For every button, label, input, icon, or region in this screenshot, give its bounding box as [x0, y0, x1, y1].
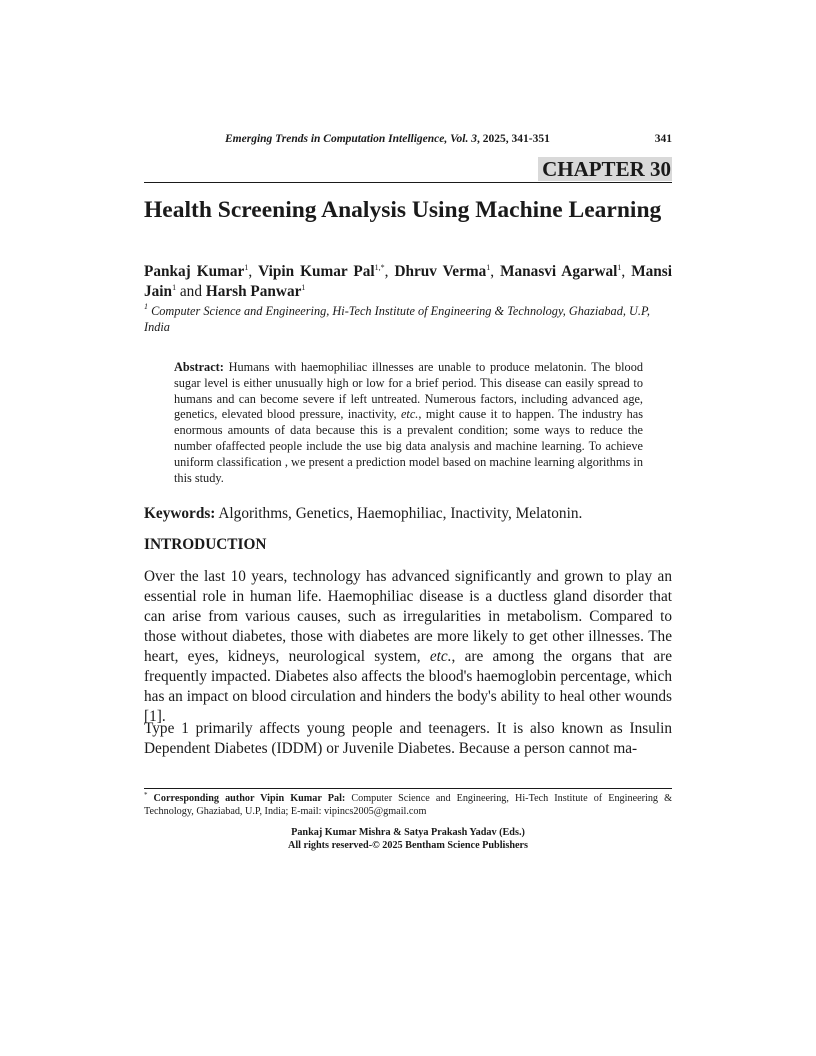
corresponding-author-footnote [144, 792, 672, 818]
abstract-text-continued: , might cause it to happen. The industry has enormous amounts of data because this is a prevalent condition; some ways to reduce the number ofaffected people include the use big data analysis and machine learning. To achieve uniform classification , we present a prediction model based on machine learning algorithms in this study. [174, 407, 643, 485]
author-list [144, 262, 672, 302]
intro-paragraph-2: Type 1 primarily affects young people and teenagers. It is also known as Insulin Dependent Diabetes (IDDM) or Juvenile Diabetes. Because a person cannot ma- [144, 720, 672, 757]
keywords [144, 504, 672, 524]
copyright-line: All rights reserved-© 2025 Bentham Science Publishers [287, 840, 529, 851]
journal-citation [225, 133, 550, 145]
header-divider [144, 182, 672, 183]
paragraph-text: Over the last 10 years, technology has advanced significantly and grown to play an essential role in human life. Haemophiliac disease is a ductless gland disorder that can arise from various causes, such as irregularities in metabolism. Compared to those without diabetes, those with diabetes are more likely to get other illnesses. The heart, eyes, kidneys, neurological system, [144, 568, 672, 665]
author-separator: , [490, 263, 501, 280]
author-affiliation-marker: 1,* [374, 263, 385, 272]
keywords-text: Algorithms, Genetics, Haemophiliac, Inactivity, Melatonin. [215, 505, 583, 522]
intro-paragraph-1 [144, 567, 672, 727]
author-name: Vipin Kumar Pal [258, 263, 375, 280]
author-name: Harsh Panwar [205, 283, 302, 300]
author-separator: , [384, 263, 395, 280]
affiliation-text: Computer Science and Engineering, Hi-Tech Institute of Engineering & Technology, Ghaziabad, U.P, India [144, 304, 650, 334]
abstract-etc: etc. [400, 407, 419, 422]
publisher-imprint [144, 826, 672, 852]
author-affiliation-marker: 1 [172, 283, 177, 292]
editors-line: Pankaj Kumar Mishra & Satya Prakash Yadav (Eds.) [291, 827, 525, 838]
paragraph-etc: etc. [429, 648, 452, 665]
journal-year-pages: , 2025, 341-351 [476, 133, 550, 145]
abstract-text: Humans with haemophiliac illnesses are unable to produce melatonin. The blood sugar level is either unusually high or low for a brief period. This disease can easily spread to humans and can become severe if left untreated. Numerous factors, including advanced age, genetics, elevated blood pressure, inactivity, [174, 360, 643, 422]
running-header [144, 133, 672, 149]
author-name: Dhruv Verma [394, 263, 487, 280]
author-affiliation-marker: 1 [486, 263, 491, 272]
journal-name: Emerging Trends in Computation Intelligence, Vol. 3 [225, 133, 477, 145]
section-heading-introduction: INTRODUCTION [144, 536, 267, 553]
footnote-text: Computer Science and Engineering, Hi-Tech Institute of Engineering & Technology, Ghaziabad, U.P, India; E-mail: vipincs2005@gmail.com [144, 793, 672, 817]
paper-title: Health Screening Analysis Using Machine Learning [144, 197, 662, 223]
footnote-marker: * [144, 791, 148, 799]
author-separator: and [176, 283, 206, 300]
author-affiliation-marker: 1 [617, 263, 622, 272]
author-name: Manasvi Agarwal [500, 263, 618, 280]
author-separator: , [621, 263, 632, 280]
chapter-label: CHAPTER 30 [538, 157, 672, 181]
author-name: Mansi Jain [144, 263, 672, 300]
footnote-label: Corresponding author Vipin Kumar Pal: [147, 793, 346, 804]
abstract-label: Abstract: [174, 360, 224, 374]
page-number: 341 [654, 133, 672, 145]
affiliation-marker: 1 [144, 302, 148, 311]
abstract [174, 360, 643, 486]
author-affiliation-marker: 1 [244, 263, 249, 272]
footnote-divider [144, 788, 672, 789]
paragraph-text-continued: , are among the organs that are frequently impacted. Diabetes also affects the blood's haemoglobin percentage, which has an impact on blood circulation and hinders the body's ability to heal other wounds [1]. [144, 648, 673, 725]
author-affiliation-marker: 1 [301, 283, 306, 292]
author-separator: , [248, 263, 259, 280]
author-name: Pankaj Kumar [144, 263, 245, 280]
affiliation [144, 303, 672, 335]
keywords-label: Keywords: [144, 505, 216, 522]
